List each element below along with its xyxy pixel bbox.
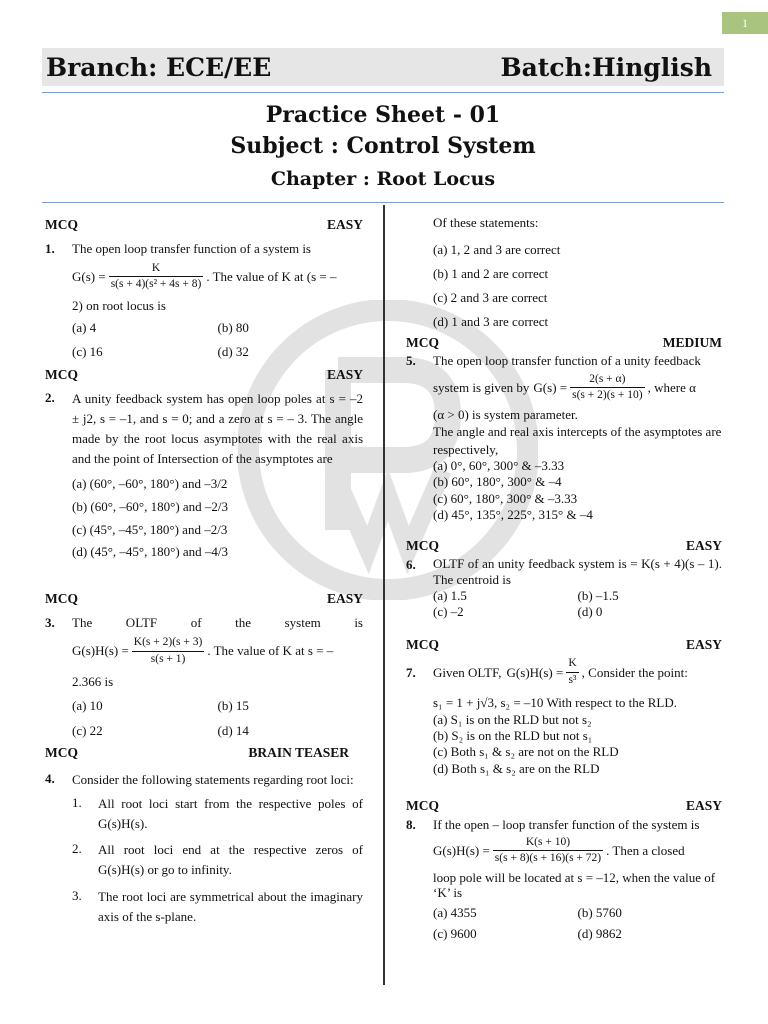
- q7-numerator: K: [566, 656, 578, 673]
- q3-denominator: s(s + 1): [150, 652, 186, 665]
- q2-option-b: (b) (60°, –60°, 180°) and –2/3: [72, 498, 229, 514]
- q8-number: 8.: [406, 817, 416, 833]
- q8-denominator: s(s + 8)(s + 16)(s + 72): [494, 852, 602, 865]
- q7-lhs: G(s)H(s) =: [506, 664, 564, 680]
- q3-lhs: G(s)H(s) =: [72, 643, 129, 659]
- q7-option-c: (c) Both s₁ & s₂ are not on the RLD: [433, 744, 619, 760]
- q8-tag: MCQ: [406, 797, 439, 813]
- q6-option-c: (c) –2: [433, 603, 464, 619]
- q8-numerator: K(s + 10): [493, 835, 603, 852]
- question-7: [406, 636, 722, 777]
- q4-statement-1: 1. All root loci start from the respective poles of G(s)H(s).: [72, 795, 363, 832]
- sheet-title: Practice Sheet - 01: [265, 102, 501, 128]
- q1-level: EASY: [326, 217, 363, 232]
- q3-text-b: . The value of K at s = –: [207, 643, 334, 659]
- q2-option-a: (a) (60°, –60°, 180°) and –3/2: [72, 476, 228, 492]
- q8-text-c: loop pole will be located at s = –12, when the value of ‘K’ is: [433, 869, 716, 901]
- q7-level: EASY: [685, 637, 722, 653]
- q5-text-e: The angle and real axis intercepts of the asymptotes are respectively,: [433, 424, 722, 457]
- q4-tag: MCQ: [45, 744, 78, 760]
- q4-number: 4.: [45, 770, 55, 786]
- q8-text-a: If the open – loop transfer function of the system is: [433, 817, 700, 833]
- q8-fraction: [493, 835, 603, 867]
- q4-option-c: (c) 2 and 3 are correct: [433, 289, 548, 305]
- q3-numerator: K(s + 2)(s + 3): [132, 635, 205, 652]
- q8-option-b: (b) 5760: [577, 904, 622, 920]
- question-4-continued: [406, 214, 722, 334]
- q1-text-b: . The value of K at (s = –: [206, 269, 337, 284]
- q5-option-d: (d) 45°, 135°, 225°, 315° & –4: [433, 506, 593, 522]
- q3-text-a: The OLTF of the system is: [72, 615, 363, 631]
- question-5: [406, 334, 722, 523]
- question-4: [45, 744, 363, 927]
- q7-option-b: (b) S₂ is on the RLD but not s₁: [433, 728, 593, 744]
- q2-option-d: (d) (45°, –45°, 180°) and –4/3: [72, 544, 229, 560]
- title-rule: [42, 202, 724, 203]
- question-1: [45, 216, 363, 360]
- question-8: [406, 797, 722, 945]
- q5-number: 5.: [406, 352, 416, 368]
- q1-lhs: G(s) =: [72, 269, 106, 284]
- q3-option-d: (d) 14: [217, 723, 249, 739]
- q7-option-d: (d) Both s₁ & s₂ are on the RLD: [433, 760, 600, 776]
- q4-option-a: (a) 1, 2 and 3 are correct: [433, 241, 561, 257]
- q4-statement-3: 3. The root loci are symmetrical about the imaginary axis of the s-plane.: [72, 887, 363, 924]
- q3-option-c: (c) 22: [72, 723, 103, 739]
- q5-text-d: (α > 0) is system parameter.: [433, 406, 578, 422]
- batch-label: Batch:Hinglish: [500, 52, 712, 82]
- page-number: 1: [722, 12, 768, 34]
- q2-number: 2.: [45, 389, 55, 405]
- q7-fraction: [566, 656, 578, 688]
- column-divider: [383, 205, 385, 985]
- left-column: [45, 216, 363, 927]
- q4-option-d: (d) 1 and 3 are correct: [433, 313, 549, 329]
- q2-level: EASY: [326, 367, 363, 383]
- q8-option-a: (a) 4355: [433, 904, 477, 920]
- q6-text: OLTF of an unity feedback system is = K(s + 4)(s – 1). The centroid is: [433, 556, 722, 587]
- q5-fraction: [570, 372, 644, 404]
- q5-option-b: (b) 60°, 180°, 300° & –4: [433, 474, 562, 490]
- q3-fraction: [132, 635, 205, 667]
- q8-lhs: G(s)H(s) =: [433, 842, 490, 858]
- q8-text-b: . Then a closed: [606, 842, 685, 858]
- q7-number: 7.: [406, 664, 416, 680]
- q2-text: A unity feedback system has open loop poles at s = –2 ± j2, s = –1, and s = 0; and a zero at s = – 3. The angle made by the root locus asymptotes with the real axis and the point of Intersection of the asymptotes are: [72, 390, 363, 467]
- q7-option-a: (a) S₁ is on the RLD but not s₂: [433, 711, 592, 727]
- q8-option-d: (d) 9862: [577, 925, 622, 941]
- q1-option-a: (a) 4: [72, 320, 97, 336]
- q8-level: EASY: [685, 797, 722, 813]
- header-rule: [42, 92, 724, 93]
- q4-level: BRAIN TEASER: [248, 744, 349, 760]
- q7-denominator: s³: [568, 673, 577, 686]
- q1-denominator: s(s + 4)(s² + 4s + 8): [110, 278, 202, 291]
- q4-statement-2: 2. All root loci end at the respective zeros of G(s)H(s) or go to infinity.: [72, 841, 363, 878]
- q3-text-c: 2.366 is: [72, 674, 114, 690]
- q7-text-b: , Consider the point:: [581, 664, 688, 680]
- q5-lhs: G(s) =: [533, 379, 568, 395]
- q3-option-a: (a) 10: [72, 697, 103, 713]
- q4-option-b: (b) 1 and 2 are correct: [433, 265, 549, 281]
- q5-tag: MCQ: [406, 334, 439, 350]
- q1-option-d: (d) 32: [217, 343, 249, 359]
- right-column: [406, 214, 722, 944]
- q5-level: MEDIUM: [662, 334, 722, 350]
- q3-tag: MCQ: [45, 591, 78, 607]
- q8-option-c: (c) 9600: [433, 925, 477, 941]
- q6-option-b: (b) –1.5: [577, 587, 619, 603]
- question-3: [45, 590, 363, 739]
- subject-title: Subject : Control System: [230, 133, 536, 159]
- q6-number: 6.: [406, 557, 416, 573]
- q6-tag: MCQ: [406, 538, 439, 554]
- q1-tag: MCQ: [45, 217, 78, 232]
- q6-option-d: (d) 0: [577, 603, 603, 619]
- q1-number: 1.: [45, 241, 55, 257]
- q5-option-c: (c) 60°, 180°, 300° & –3.33: [433, 490, 578, 506]
- q1-numerator: K: [109, 261, 204, 278]
- q5-denominator: s(s + 2)(s + 10): [572, 389, 643, 402]
- q1-option-c: (c) 16: [72, 343, 103, 359]
- header-bar: [42, 48, 724, 86]
- q5-text-b: system is given by: [433, 379, 530, 395]
- q5-text-c: , where α: [647, 379, 696, 395]
- q6-option-a: (a) 1.5: [433, 587, 467, 603]
- chapter-title: Chapter : Root Locus: [270, 168, 496, 190]
- q3-level: EASY: [326, 591, 363, 607]
- question-2: [45, 366, 363, 564]
- q1-text-c: 2) on root locus is: [72, 297, 166, 313]
- q7-tag: MCQ: [406, 637, 439, 653]
- q3-option-b: (b) 15: [217, 697, 249, 713]
- q7-text-a: Given OLTF,: [433, 664, 502, 680]
- q3-number: 3.: [45, 615, 55, 631]
- q7-text-c: s₁ = 1 + j√3, s₂ = –10 With respect to the RLD.: [433, 695, 677, 711]
- q4-text: Consider the following statements regarding root loci:: [72, 771, 354, 787]
- q2-option-c: (c) (45°, –45°, 180°) and –2/3: [72, 521, 228, 537]
- q4-cont-text: Of these statements:: [433, 215, 539, 230]
- q1-fraction: [109, 261, 204, 293]
- q5-text-a: The open loop transfer function of a unity feedback: [433, 352, 701, 368]
- q2-tag: MCQ: [45, 367, 78, 383]
- q5-option-a: (a) 0°, 60°, 300° & –3.33: [433, 458, 565, 474]
- q1-option-b: (b) 80: [217, 320, 249, 336]
- question-6: [406, 537, 722, 620]
- q6-level: EASY: [685, 538, 722, 554]
- q5-numerator: 2(s + α): [570, 372, 644, 389]
- branch-label: Branch: ECE/EE: [46, 52, 272, 82]
- q1-text-a: The open loop transfer function of a system is: [72, 241, 311, 257]
